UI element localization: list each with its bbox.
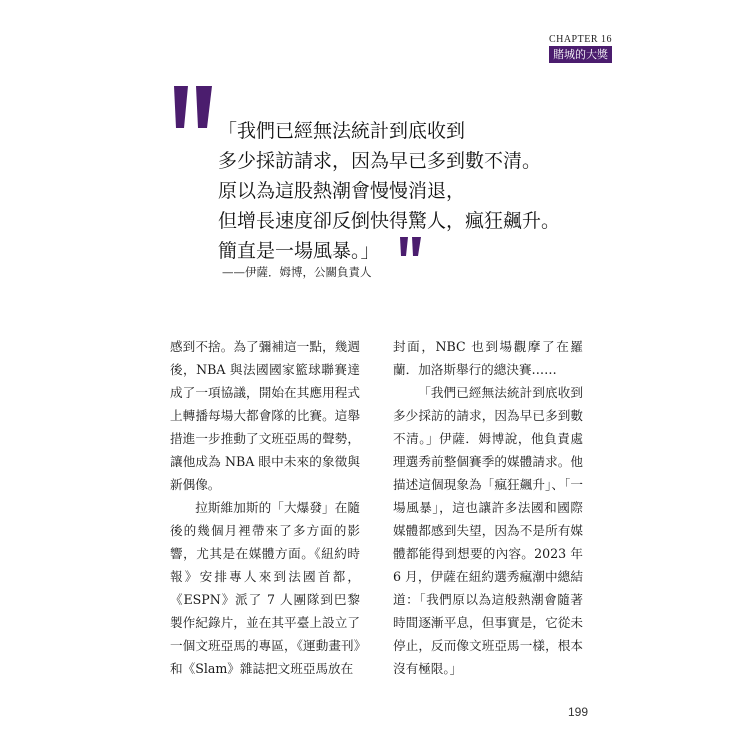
close-quote-mark-icon [398, 236, 425, 257]
pull-quote-line: 簡直是一場風暴。」 [218, 240, 380, 262]
open-quote-mark-icon [170, 84, 220, 132]
paragraph: 感到不捨。為了彌補這一點，幾週後，NBA 與法國國家籃球聯賽達成了一項協議，開始在其應用程式上轉播每場大都會隊的比賽。這舉措進一步推動了文班亞馬的聲勢，讓他成為 NBA 眼中未來的象徵與新偶像。 [170, 339, 360, 492]
page-number: 199 [568, 705, 589, 719]
paragraph: 封面，NBC 也到場觀摩了在羅蘭．加洛斯舉行的總決賽…… [393, 339, 583, 377]
quote-attribution: ——伊薩．姆博，公關負責人 [222, 265, 372, 279]
pull-quote-line: 「我們已經無法統計到底收到 [218, 120, 466, 142]
pull-quote-line: 多少採訪請求，因為早已多到數不清。 [218, 150, 542, 172]
paragraph: 拉斯維加斯的「大爆發」在隨後的幾個月裡帶來了多方面的影響，尤其是在媒體方面。《紐約時報》安排專人來到法國首都，《ESPN》派了 7 人團隊到巴黎製作紀錄片，並在其平臺上設立了一個文班亞馬的專區，《運動畫刊》和《Slam》雜誌把文班亞馬放在 [170, 500, 360, 676]
paragraph: 「我們已經無法統計到底收到多少採訪的請求，因為早已多到數不清。」伊薩．姆博說，他負責處理選秀前整個賽季的媒體請求。他描述這個現象為「瘋狂飆升」、「一場風暴」，這也讓許多法國和國際媒體都感到失望，因為不是所有媒體都能得到想要的內容。2023 年 6 月，伊薩在紐約選秀瘋潮中總結道：「我們原以為這般熱潮會隨著時間逐漸平息，但事實是，它從未停止，反而像文班亞馬一樣，根本沒有極限。」 [393, 385, 583, 676]
chapter-title: 賭城的大獎 [549, 46, 612, 63]
pull-quote-line: 原以為這股熱潮會慢慢消退， [218, 180, 466, 202]
chapter-label: CHAPTER 16 [548, 34, 612, 45]
body-column-left [170, 335, 360, 680]
body-column-right [393, 335, 583, 680]
pull-quote-line: 但增長速度卻反倒快得驚人，瘋狂飆升。 [218, 210, 561, 232]
